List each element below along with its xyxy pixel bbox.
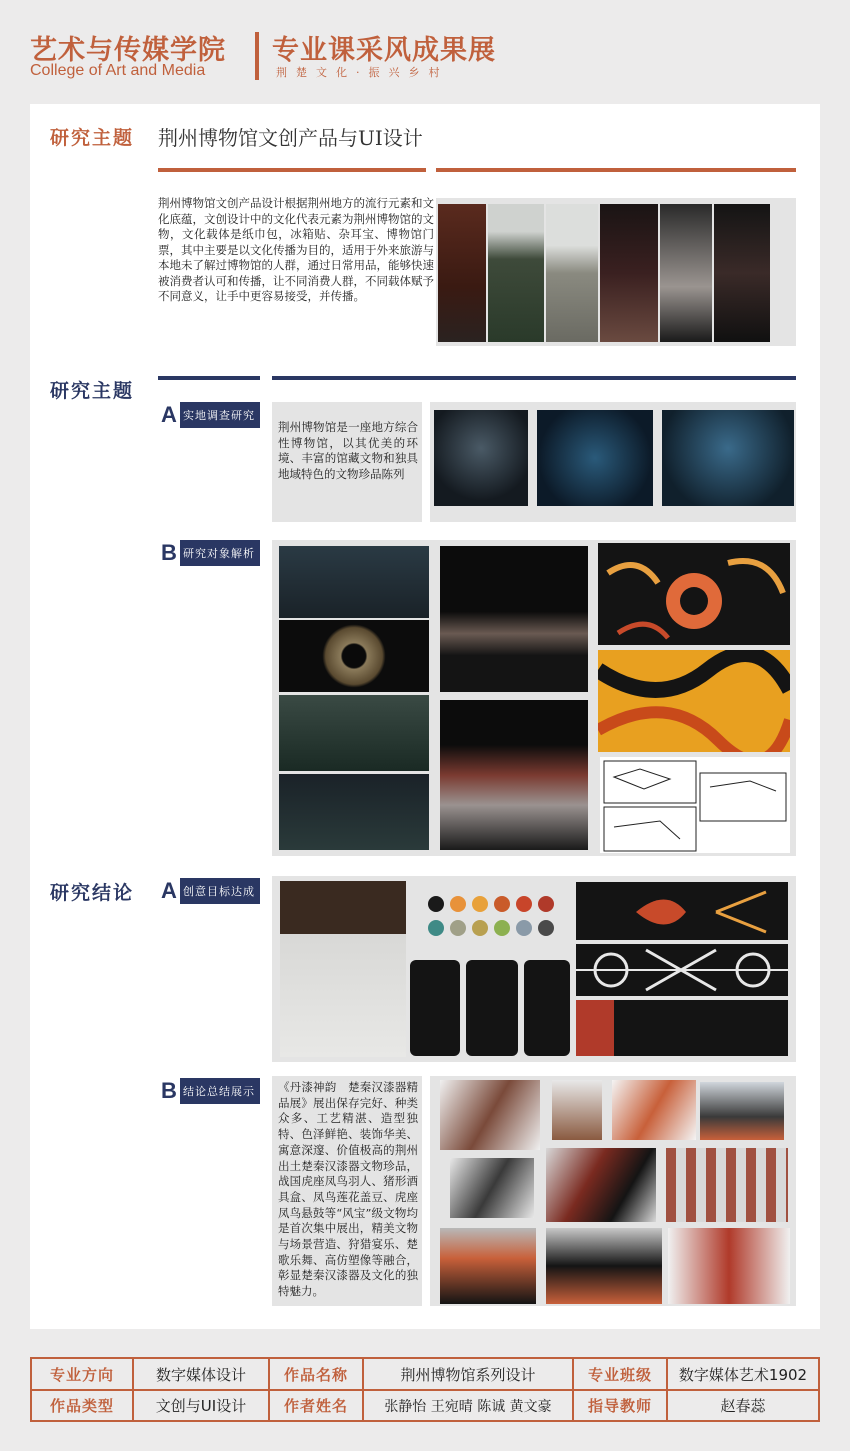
value-major: 数字媒体设计 <box>155 1365 246 1384</box>
pattern-card-3 <box>524 960 570 1056</box>
palette-swatch <box>494 896 510 912</box>
tag-letter: B <box>158 1078 180 1104</box>
value-work-name: 荆州博物馆系列设计 <box>400 1365 536 1384</box>
label-authors: 作者姓名 <box>283 1397 348 1415</box>
lacquer-pattern-2 <box>598 650 790 752</box>
exhibition-title: 专业课采风成果展 <box>272 35 496 66</box>
museum-photo-3 <box>546 204 598 342</box>
exhibition-subtitle: 荆楚文化·振兴乡村 <box>276 66 449 79</box>
tag-text: 研究对象解析 <box>183 547 255 560</box>
value-work-type: 文创与UI设计 <box>155 1397 247 1415</box>
label-work-name: 作品名称 <box>283 1365 348 1384</box>
mockup-notebooks <box>440 1228 536 1304</box>
border-pattern-3 <box>576 1000 788 1056</box>
mockup-phone <box>552 1080 602 1140</box>
ticket-design <box>280 881 406 1057</box>
color-palette <box>420 892 560 942</box>
artifact-photo-display <box>537 410 653 506</box>
section2-label: 研究主题 <box>50 380 135 402</box>
project-title: 荆州博物馆文创产品与UI设计 <box>158 126 423 150</box>
college-name-en: College of Art and Media <box>30 62 206 79</box>
section3-a-tag <box>158 878 260 904</box>
section1-label: 研究主题 <box>50 127 135 149</box>
tag-letter: A <box>158 878 180 904</box>
tag-text: 实地调查研究 <box>183 409 255 422</box>
value-advisor: 赵春蕊 <box>720 1397 766 1415</box>
palette-swatch <box>516 920 532 936</box>
header-divider <box>255 32 259 80</box>
lacquer-pattern-1-art <box>598 543 790 645</box>
section1-rule-right <box>436 168 796 172</box>
museum-photo-2 <box>488 204 544 342</box>
mockup-usb <box>450 1158 534 1218</box>
pattern-card-1 <box>410 960 460 1056</box>
mockup-ui-screens <box>612 1080 696 1140</box>
collage-photo-1 <box>279 546 429 618</box>
palette-swatch <box>494 920 510 936</box>
section1-rule-left <box>158 168 426 172</box>
pattern-card-2 <box>466 960 518 1056</box>
section3-b-body: 《丹漆神韵 楚秦汉漆器精品展》展出保存完好、种类众多、工艺精湛、造型独特、色泽鲜艳、装饰华美、寓意深邃、价值极高的荆州出土楚秦汉漆器文物珍品，战国虎座凤鸟羽人、猪形酒具盒、凤鸟莲花盖豆、虎座凤鸟悬鼓等“风宝”级文物均是首次集中展出，精美文物与场景营造、狩猎宴乐、楚歌乐舞、高仿塑像等融合，彰显楚秦汉漆器及文化的独特魅力。 <box>278 1080 418 1299</box>
section2-a-body: 荆州博物馆是一座地方综合性博物馆，以其优美的环境、丰富的馆藏文物和独具地域特色的文物珍品陈列 <box>278 420 418 481</box>
museum-photo-1 <box>438 204 486 342</box>
label-major: 专业方向 <box>49 1365 114 1384</box>
section2-rule-left <box>158 376 260 380</box>
mockup-book <box>546 1228 662 1304</box>
museum-photo-5 <box>660 204 712 342</box>
collage-photo-hall-1 <box>440 546 588 692</box>
border-pattern-1-art <box>576 882 788 940</box>
palette-swatch <box>428 920 444 936</box>
college-name-cn: 艺术与传媒学院 <box>30 35 226 66</box>
collage-photo-4 <box>279 774 429 850</box>
mockup-bookmarks <box>440 1080 540 1150</box>
border-pattern-2 <box>576 944 788 996</box>
palette-swatch <box>450 920 466 936</box>
label-class: 专业班级 <box>587 1365 652 1384</box>
border-pattern-1 <box>576 882 788 940</box>
artifact-photo-gallery <box>662 410 794 506</box>
palette-swatch <box>450 896 466 912</box>
tag-letter: B <box>158 540 180 566</box>
lacquer-pattern-1 <box>598 543 790 645</box>
mockup-laptop <box>700 1082 784 1140</box>
section2-a-tag <box>158 402 260 428</box>
section2-rule-right <box>272 376 796 380</box>
mockup-cards <box>546 1148 656 1222</box>
lacquer-pattern-2-art <box>598 650 790 752</box>
packaging-sketches <box>600 757 790 853</box>
palette-swatch <box>472 896 488 912</box>
mockup-pattern-sheets <box>666 1148 788 1222</box>
museum-photo-4 <box>600 204 658 342</box>
collage-photo-jade-disc <box>279 620 429 692</box>
packaging-sketches-art <box>600 757 790 853</box>
value-authors: 张静怡 王宛晴 陈诚 黄文豪 <box>384 1398 552 1415</box>
collage-photo-3 <box>279 695 429 771</box>
label-work-type: 作品类型 <box>49 1397 114 1415</box>
section2-b-tag <box>158 540 260 566</box>
collage-photo-hall-2 <box>440 700 588 850</box>
palette-swatch <box>538 896 554 912</box>
palette-swatch <box>428 896 444 912</box>
tag-letter: A <box>158 402 180 428</box>
museum-photo-6 <box>714 204 770 342</box>
tag-text: 创意目标达成 <box>183 885 255 898</box>
info-table <box>30 1357 820 1422</box>
palette-swatch <box>516 896 532 912</box>
palette-swatch <box>538 920 554 936</box>
palette-swatch <box>472 920 488 936</box>
mockup-boxes <box>668 1228 790 1304</box>
label-advisor: 指导教师 <box>587 1397 652 1415</box>
tag-text: 结论总结展示 <box>183 1085 255 1098</box>
border-pattern-2-art <box>576 944 788 996</box>
artifact-photo-weapons <box>434 410 528 506</box>
section3-label: 研究结论 <box>50 882 135 904</box>
section1-body: 荆州博物馆文创产品设计根据荆州地方的流行元素和文化底蕴，文创设计中的文化代表元素为荆州博物馆的文物，文化载体是纸巾包，冰箱贴、杂耳宝、博物馆门票，其中主要是以文化传播为目的，适用于外来旅游与本地未了解过博物馆的人群，通过日常用品，能够快速被消费者认可和传播，让不同消费人群，不同载体赋予不同意义，让手中更容易接受，并传播。 <box>158 196 434 303</box>
section3-b-tag <box>158 1078 260 1104</box>
value-class: 数字媒体艺术1902 <box>678 1365 808 1384</box>
